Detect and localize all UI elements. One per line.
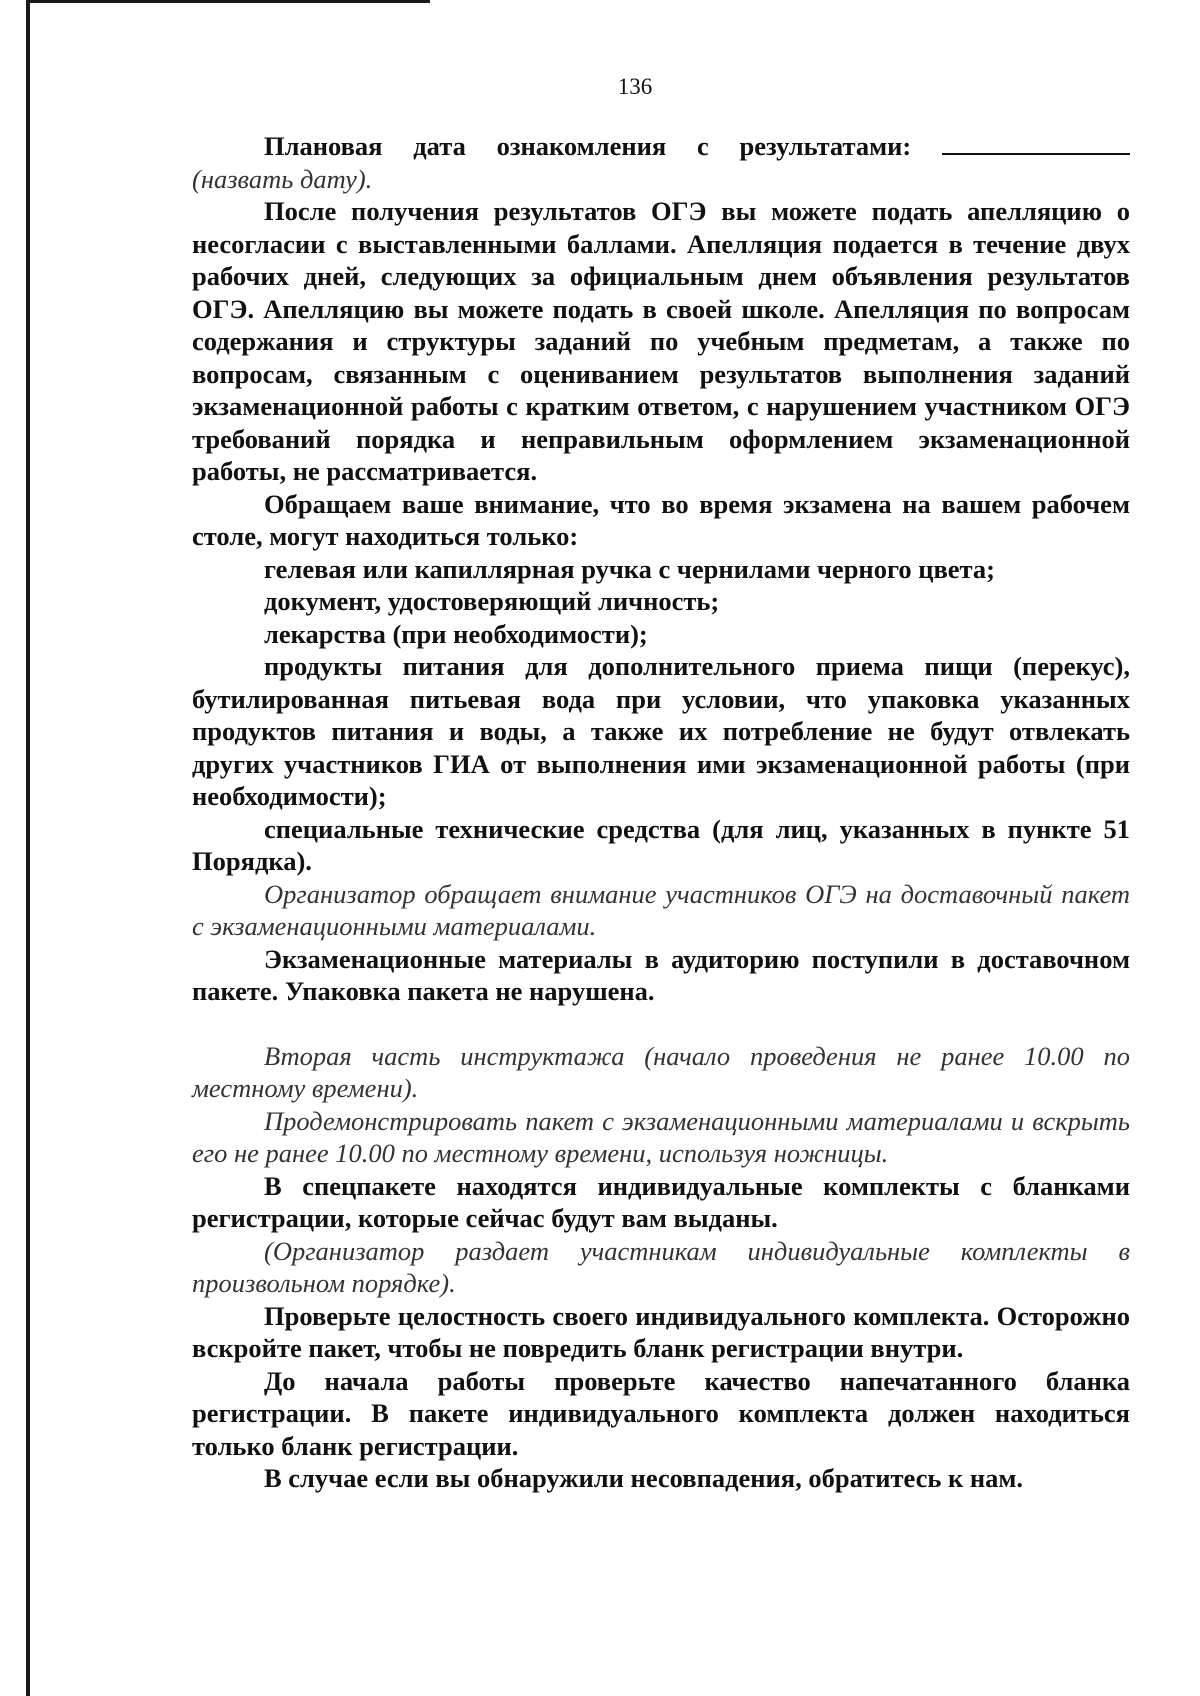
- check-quality-paragraph: До начала работы проверьте качество напечатанного бланка регистрации. В пакете индивидуального комплекта должен находиться только бланк регистрации.: [192, 1365, 1130, 1461]
- review-date-line: [192, 130, 1130, 163]
- attention-paragraph: Обращаем ваше внимание, что во время экзамена на вашем рабочем столе, могут находиться только:: [192, 488, 1130, 551]
- list-item-id-document: документ, удостоверяющий личность;: [264, 586, 720, 616]
- list-item-special-devices: специальные технические средства (для лиц, указанных в пункте 51 Порядка).: [192, 813, 1130, 876]
- check-integrity-paragraph: Проверьте целостность своего индивидуального комплекта. Осторожно вскройте пакет, чтобы не повредить бланк регистрации внутри.: [192, 1300, 1130, 1363]
- section-spacer: [192, 1008, 1130, 1040]
- kits-paragraph: В спецпакете находятся индивидуальные комплекты с бланками регистрации, которые сейчас будут вам выданы.: [192, 1170, 1130, 1233]
- scan-border-top: [26, 0, 430, 3]
- organizer-note-distribution: (Организатор раздает участникам индивидуальные комплекты в произвольном порядке).: [192, 1235, 1130, 1298]
- list-item-food-water: продукты питания для дополнительного приема пищи (перекус), бутилированная питьевая вода при условии, что упаковка указанных продуктов питания и воды, а также их потребление не будут отвлекать других участников ГИА от выполнения ими экзаменационной работы (при необходимости);: [192, 651, 1130, 811]
- review-date-label: Плановая дата ознакомления с результатами:: [264, 131, 912, 161]
- demonstrate-instruction: Продемонстрировать пакет с экзаменационными материалами и вскрыть его не ранее 10.00 по местному времени, используя ножницы.: [192, 1105, 1130, 1168]
- materials-paragraph: Экзаменационные материалы в аудиторию поступили в доставочном пакете. Упаковка пакета не нарушена.: [192, 943, 1130, 1006]
- scan-border-left: [26, 0, 30, 1696]
- organizer-note-package: Организатор обращает внимание участников ОГЭ на доставочный пакет с экзаменационными материалами.: [192, 878, 1130, 941]
- list-item-pen: гелевая или капиллярная ручка с чернилами черного цвета;: [264, 553, 995, 584]
- document-body: [192, 130, 1130, 1495]
- page-number: 136: [617, 74, 653, 99]
- date-blank-line: [942, 131, 1130, 155]
- list-item-medicine: лекарства (при необходимости);: [264, 618, 648, 649]
- second-part-heading: Вторая часть инструктажа (начало проведения не ранее 10.00 по местному времени).: [192, 1040, 1130, 1103]
- review-date-hint: (назвать дату).: [192, 163, 373, 194]
- appeal-paragraph: После получения результатов ОГЭ вы можете подать апелляцию о несогласии с выставленными баллами. Апелляция подается в течение двух рабочих дней, следующих за официальным днем объявления результатов ОГЭ. Апелляцию вы можете подать в своей школе. Апелляция по вопросам содержания и структуры заданий по учебным предметам, а также по вопросам, связанным с оцениванием результатов выполнения заданий экзаменационной работы с кратким ответом, с нарушением участником ОГЭ требований порядка и неправильным оформлением экзаменационной работы, не рассматривается.: [192, 196, 1130, 486]
- mismatch-paragraph: В случае если вы обнаружили несовпадения, обратитесь к нам.: [264, 1463, 1024, 1493]
